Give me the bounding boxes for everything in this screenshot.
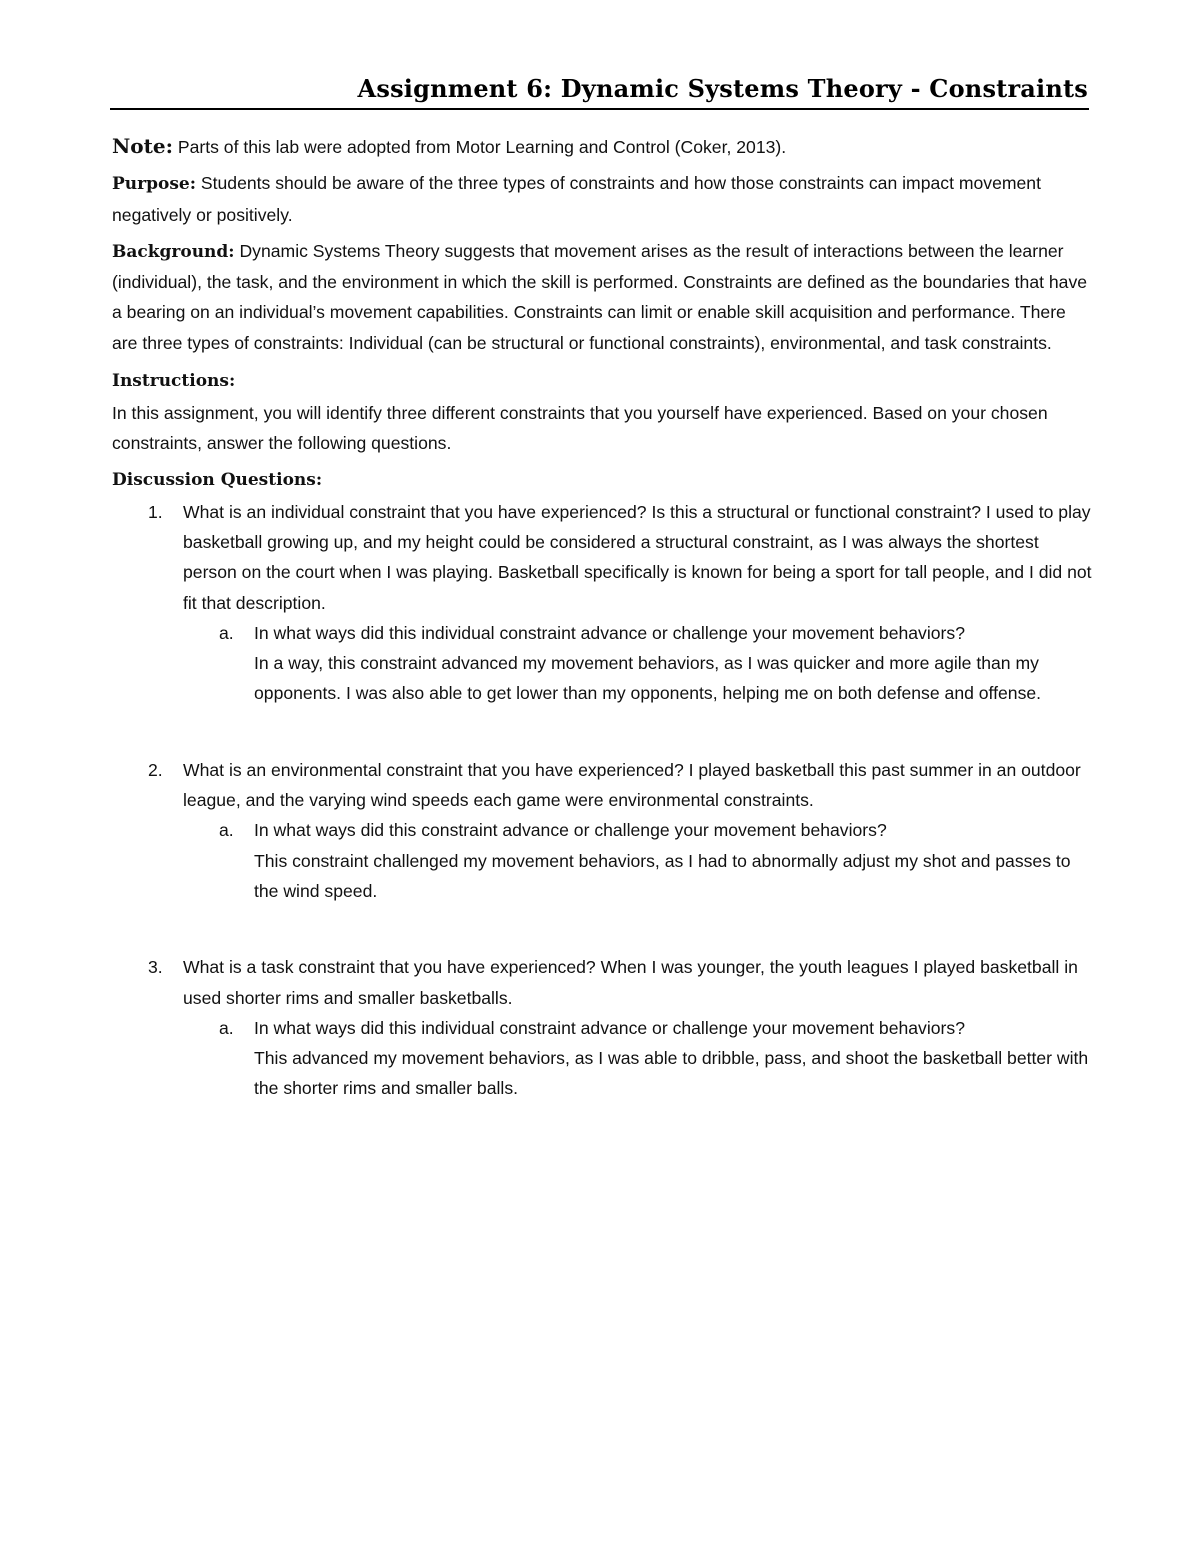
answer-text: This constraint challenged my movement behaviors, as I had to abnormally adjust my shot and passes to the wind speed. [254, 850, 1071, 901]
background-paragraph [112, 236, 1092, 358]
note-label: Note: [112, 134, 173, 158]
question-item-3 [112, 952, 1092, 1103]
purpose-text: Students should be aware of the three types of constraints and how those constraints can impact movement negatively or positively. [112, 173, 1041, 225]
sub-question-letter: a. [219, 1017, 234, 1038]
sub-question-text: In what ways did this individual constraint advance or challenge your movement behaviors? [254, 622, 965, 643]
question-list [112, 497, 1092, 1104]
sub-question [183, 1013, 1092, 1104]
question-number: 2. [148, 759, 163, 780]
spacer [112, 709, 1092, 755]
discussion-heading: Discussion Questions: [112, 469, 323, 490]
question-number: 1. [148, 501, 163, 522]
question-number: 3. [148, 957, 163, 978]
sub-question-letter: a. [219, 622, 234, 643]
title-divider [110, 108, 1089, 110]
spacer [112, 906, 1092, 952]
sub-question-text: In what ways did this constraint advance or challenge your movement behaviors? [254, 820, 887, 841]
instructions-text: In this assignment, you will identify three different constraints that you yourself have experienced. Based on your chosen constraints, answer the following questions. [112, 403, 1048, 454]
purpose-label: Purpose: [112, 174, 196, 195]
question-text: What is an environmental constraint that you have experienced? I played basketball this past summer in an outdoor league, and the varying wind speeds each game were environmental constraints. [183, 759, 1081, 811]
purpose-paragraph [112, 168, 1092, 230]
document-title: Assignment 6: Dynamic Systems Theory - Constraints [357, 74, 1088, 103]
sub-question [183, 815, 1092, 906]
instructions-heading: Instructions: [112, 371, 236, 392]
background-label: Background: [112, 241, 235, 262]
background-text: Dynamic Systems Theory suggests that movement arises as the result of interactions between the learner (individual), the task, and the environment in which the skill is performed. Constraints are defined as the boundaries that have a bearing on an individual’s movement capabilities. Constraints can limit or enable skill acquisition and performance. There are three types of constraints: Individual (can be structural or functional constraints), environmental, and task constraints. [112, 240, 1088, 353]
question-item-2 [112, 755, 1092, 906]
note-paragraph [112, 131, 1092, 162]
question-item-1 [112, 497, 1092, 709]
answer-text: In a way, this constraint advanced my movement behaviors, as I was quicker and more agile than my opponents. I was also able to get lower than my opponents, helping me on both defense and offense. [254, 653, 1042, 704]
question-text: What is a task constraint that you have experienced? When I was younger, the youth leagues I played basketball in used shorter rims and smaller basketballs. [183, 957, 1078, 1008]
sub-question-letter: a. [219, 820, 234, 841]
note-text: Parts of this lab were adopted from Motor Learning and Control (Coker, 2013). [177, 137, 787, 157]
document-body [112, 131, 1092, 1104]
question-text: What is an individual constraint that you have experienced? Is this a structural or functional constraint? I used to play basketball growing up, and my height could be considered a structural constraint, as I was always the shortest person on the court when I was playing. Basketball specifically is known for being a sport for tall people, and I did not fit that description. [183, 501, 1092, 613]
sub-question [183, 618, 1092, 709]
answer-text: This advanced my movement behaviors, as I was able to dribble, pass, and shoot the basketball better with the shorter rims and smaller balls. [254, 1048, 1089, 1099]
sub-question-text: In what ways did this individual constraint advance or challenge your movement behaviors? [254, 1017, 965, 1038]
